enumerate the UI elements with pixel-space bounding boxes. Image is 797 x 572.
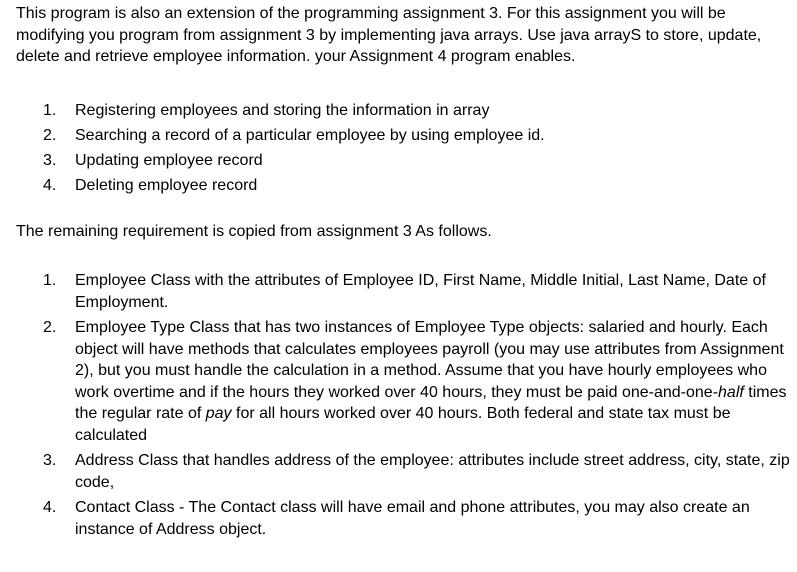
list-item-text: Contact Class - The Contact class will have email and phone attributes, you may also create an instance of Address object. <box>75 499 750 538</box>
list-item <box>16 450 791 493</box>
italic-text: pay <box>205 405 232 422</box>
remaining-paragraph: The remaining requirement is copied from assignment 3 As follows. <box>16 222 492 240</box>
text-run: for all hours worked over 40 hours. Both federal and state tax must be calculated <box>75 405 731 444</box>
list-item <box>16 125 791 150</box>
text-run: times the regular rate of <box>75 383 787 422</box>
list-number: 3. <box>43 452 57 469</box>
list-item-text: Deleting employee record <box>75 176 258 194</box>
list-number: 1. <box>43 272 57 289</box>
list-number: 4. <box>43 499 57 516</box>
list-item-text: Address Class that handles address of the employee: attributes include street address, city, state, zip code, <box>75 452 790 491</box>
list-item <box>16 150 791 175</box>
list-item <box>16 497 791 540</box>
list-number: 1. <box>43 101 57 119</box>
list-item-text: Employee Class with the attributes of Employee ID, First Name, Middle Initial, Last Name, Date of Employment. <box>75 272 766 311</box>
list-item <box>16 100 791 125</box>
feature-list <box>16 100 797 200</box>
list-item <box>16 175 791 200</box>
requirement-list <box>16 270 797 540</box>
intro-paragraph: This program is also an extension of the programming assignment 3. For this assignment you will be modifying you program from assignment 3 by implementing java arrays. Use java arrayS to store, update, delete and retrieve employee information. your Assignment 4 program enables. <box>16 5 762 65</box>
italic-text: half <box>718 383 744 401</box>
list-item-text: Updating employee record <box>75 151 263 169</box>
list-item-text: Registering employees and storing the information in array <box>75 101 490 119</box>
list-item-text <box>75 319 786 444</box>
list-number: 3. <box>43 151 57 169</box>
list-number: 2. <box>43 126 57 144</box>
list-number: 4. <box>43 176 57 194</box>
text-run: Employee Type Class that has two instances of Employee Type objects: salaried and hourly. Each object will have methods that calculates employees payroll (you may use attributes from Assignment 2), but you must handle the calculation in a method. Assume that you have hourly employees who work overtime and if the hours they worked over 40 hours, they must be paid one-and-one- <box>75 319 784 401</box>
list-item <box>16 270 791 313</box>
list-item-text: Searching a record of a particular employee by using employee id. <box>75 126 545 144</box>
list-item <box>16 317 791 446</box>
list-number: 2. <box>43 319 57 336</box>
